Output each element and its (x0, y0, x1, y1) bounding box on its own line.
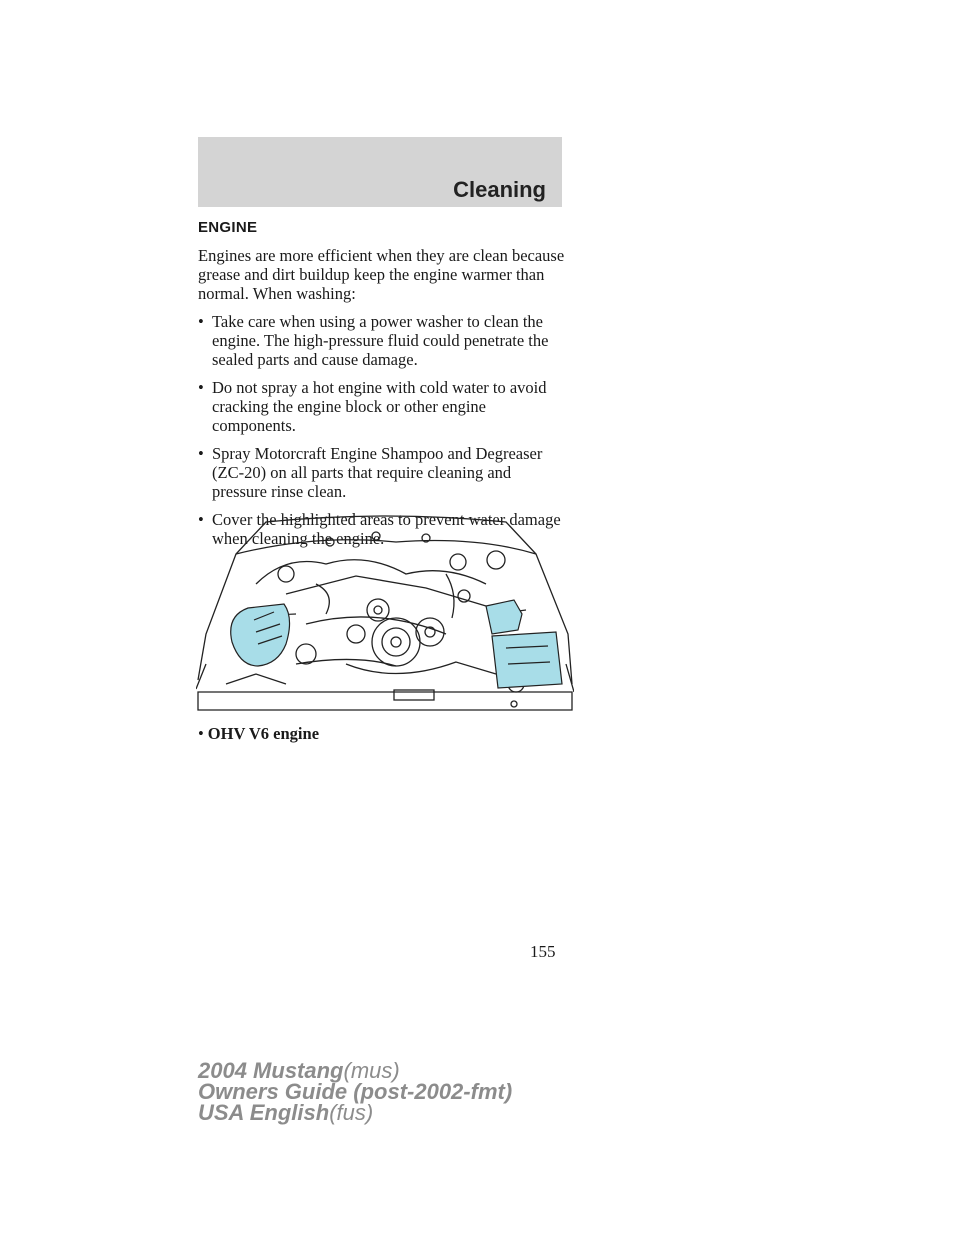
section-title: Cleaning (453, 177, 546, 202)
footer-language-code: (fus) (329, 1100, 374, 1125)
footer-model-code: (mus) (343, 1058, 400, 1083)
bullet-icon: • (198, 724, 204, 743)
list-item (198, 312, 568, 369)
caption-text: OHV V6 engine (207, 724, 320, 743)
list-item-text: Cover the highlighted areas to prevent water damage when cleaning the engine. (212, 510, 561, 548)
page-number: 155 (530, 942, 556, 961)
bullet-icon: • (198, 378, 204, 397)
bullet-icon: • (198, 510, 204, 529)
list-item (198, 444, 568, 501)
footer-guide: Owners Guide (post-2002-fmt) (198, 1079, 513, 1104)
engine-compartment-illustration (196, 514, 574, 714)
footer-line-1 (198, 1060, 512, 1081)
footer-line-2 (198, 1081, 512, 1102)
footer-line-3 (198, 1102, 512, 1123)
document-footer (198, 1060, 512, 1123)
bullet-list (198, 312, 568, 548)
figure-caption (198, 724, 319, 744)
bullet-icon: • (198, 444, 204, 463)
intro-paragraph: Engines are more efficient when they are clean because grease and dirt buildup keep the engine warmer than normal. When washing: (198, 246, 565, 303)
list-item-text: Take care when using a power washer to clean the engine. The high-pressure fluid could penetrate the sealed parts and cause damage. (212, 312, 549, 369)
section-heading: ENGINE (198, 219, 258, 236)
footer-model: 2004 Mustang (198, 1058, 344, 1083)
section-header (198, 137, 562, 207)
page-content (198, 218, 568, 557)
list-item-text: Spray Motorcraft Engine Shampoo and Degreaser (ZC-20) on all parts that require cleaning and pressure rinse clean. (212, 444, 543, 501)
bullet-icon: • (198, 312, 204, 331)
footer-language: USA English (198, 1100, 330, 1125)
list-item (198, 378, 568, 435)
engine-drawing (196, 514, 574, 714)
list-item-text: Do not spray a hot engine with cold water to avoid cracking the engine block or other engine components. (212, 378, 547, 435)
